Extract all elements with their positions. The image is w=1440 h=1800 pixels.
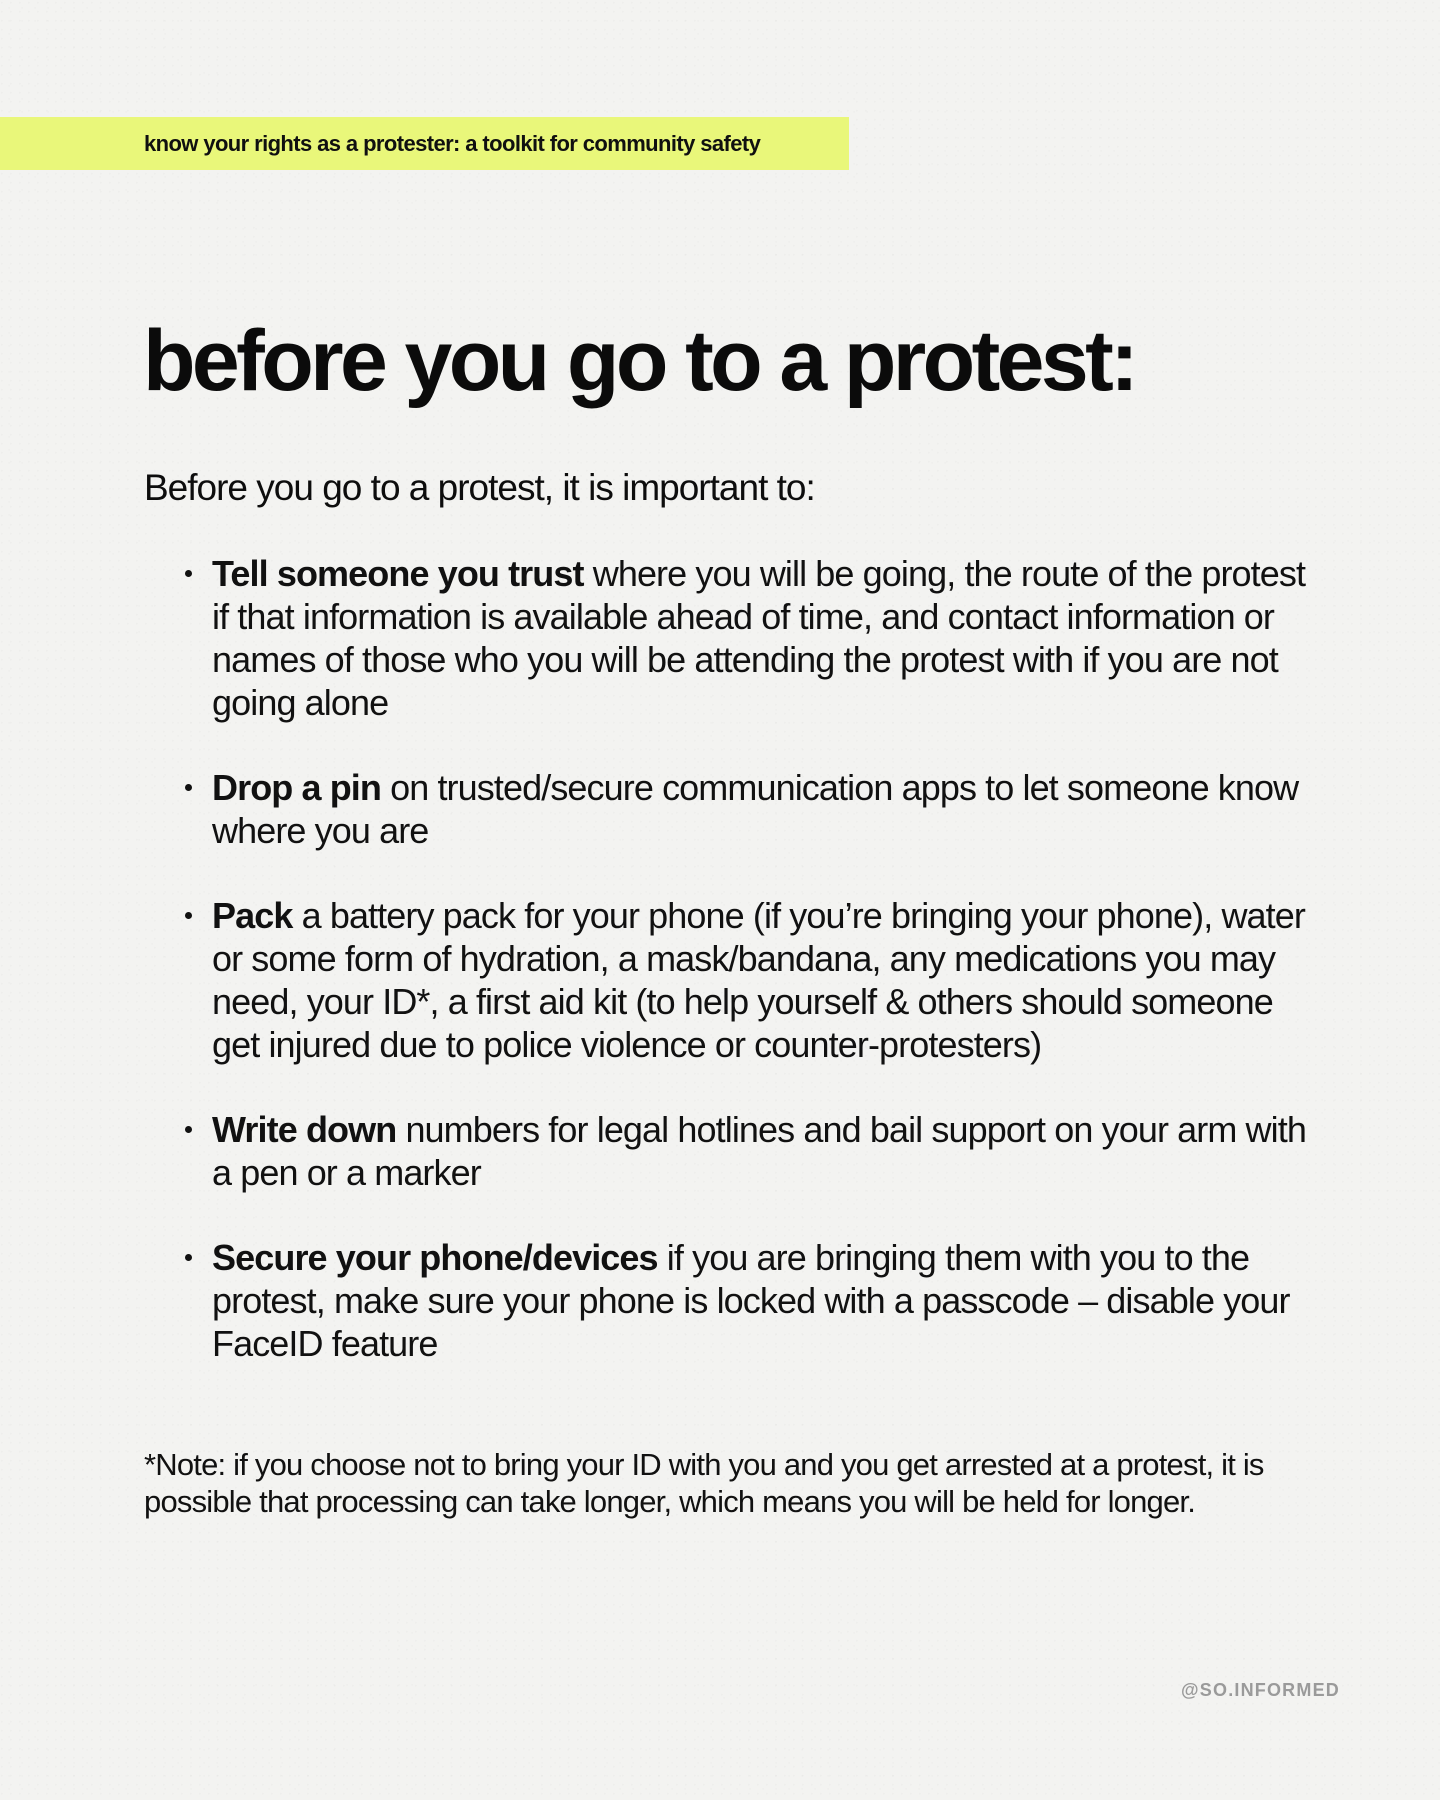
- banner-text: know your rights as a protester: a toolkit for community safety: [144, 130, 761, 156]
- tip-drop-pin: [144, 766, 1324, 852]
- tip-heading: Tell someone you trust: [212, 553, 584, 594]
- tip-body: numbers for legal hotlines and bail support on your arm with a pen or a marker: [212, 1109, 1306, 1193]
- tip-pack: [144, 894, 1324, 1066]
- bullet-icon: [185, 1126, 192, 1133]
- tip-body: if you are bringing them with you to the protest, make sure your phone is locked with a passcode – disable your FaceID feature: [212, 1237, 1290, 1364]
- bullet-icon: [185, 1254, 192, 1261]
- tip-tell-someone: [144, 552, 1324, 724]
- topic-banner: [0, 117, 849, 170]
- tip-write-down: [144, 1108, 1324, 1194]
- bullet-icon: [185, 784, 192, 791]
- tip-body: where you will be going, the route of the protest if that information is available ahead of time, and contact information or names of those who you will be attending the protest with if you are not going alone: [212, 553, 1306, 723]
- social-handle: @SO.INFORMED: [1181, 1680, 1340, 1700]
- intro-text: Before you go to a protest, it is important to:: [144, 467, 815, 508]
- tip-body: a battery pack for your phone (if you’re bringing your phone), water or some form of hydration, a mask/bandana, any medications you may need, your ID*, a first aid kit (to help yourself & others should someone get injured due to police violence or counter-protesters): [212, 895, 1305, 1065]
- bullet-icon: [185, 570, 192, 577]
- tips-list: [144, 552, 1324, 1365]
- tip-heading: Write down: [212, 1109, 397, 1150]
- tip-heading: Pack: [212, 895, 293, 936]
- tip-secure-devices: [144, 1236, 1324, 1365]
- tip-body: on trusted/secure communication apps to let someone know where you are: [212, 767, 1299, 851]
- tip-heading: Secure your phone/devices: [212, 1237, 658, 1278]
- bullet-icon: [185, 912, 192, 919]
- page-title: before you go to a protest:: [143, 313, 1136, 409]
- id-note: *Note: if you choose not to bring your ID with you and you get arrested at a protest, it is possible that processing can take longer, which means you will be held for longer.: [144, 1447, 1264, 1519]
- tip-heading: Drop a pin: [212, 767, 381, 808]
